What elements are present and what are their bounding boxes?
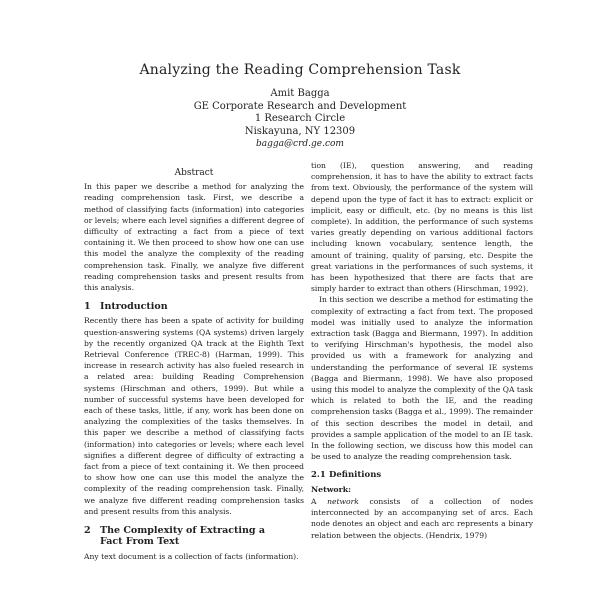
author-address-line1: 1 Research Circle — [254, 113, 346, 124]
right-paragraph-1: tion (IE), question answering, and reading comprehension, it has to have the ability to extract facts from text. Obviously, the performance of the system will depend upon the type of fact it has to extract: explicit or implicit, easy or difficult, etc. (by no means is this list complete). In addition, the performance of such systems varies greatly depending on various additional factors including known vocabulary, sentence length, the amount of training, quality of parsing, etc. Despite the great variations in the performances of such systems, it has been hypothesized that there are facts that are simply harder to extract than others (Hirschman, 1992). — [311, 161, 533, 294]
abstract-heading: Abstract — [174, 168, 214, 178]
author-name: Amit Bagga — [270, 88, 330, 99]
network-label: Network: — [311, 484, 351, 494]
section-1-number: 1 — [84, 301, 91, 313]
author-email: bagga@crd.ge.com — [256, 139, 344, 149]
network-term: network — [327, 496, 359, 506]
subsection-2-1-heading — [311, 470, 533, 481]
section-2-heading — [84, 525, 304, 547]
right-paragraph-2: In this section we describe a method for estimating the complexity of extracting a fact from text. The proposed model was initially used to analyze the information extraction task (Bagga and Biermann, 1997). In addition to verifying Hirschman's hypothesis, the model also provided us with a framework for analyzing and understanding the performance of several IE systems (Bagga and Biermann, 1998). We have also proposed using this model to analyze the complexity of the QA task which is related to both the IE, and the reading comprehension tasks (Bagga et al., 1999). The remainder of this section describes the model in detail, and provides a sample application of the model to an IE task. In the following section, we discuss how this model can be used to analyze the reading comprehension task. — [311, 295, 533, 462]
section-2-text: Any text document is a collection of facts (information). — [84, 551, 299, 561]
network-definition — [311, 496, 533, 541]
subsection-title: Definitions — [329, 470, 382, 481]
section-2-number: 2 — [84, 525, 91, 537]
section-1-text: Recently there has been a spate of activity for building question-answering systems (QA systems) driven largely by the recently organized QA track at the Eighth Text Retrieval Conference (TREC-8) (Harman, 1999). This increase in research activity has also fueled research in a related area: building Reading Comprehension systems (Hirschman and others, 1999). But while a number of successful systems have been developed for each of these tasks, little, if any, work has been done on analyzing the complexities of the tasks themselves. In this paper we describe a method of classifying facts (information) into categories or levels; where each level signifies a different degree of difficulty of extracting a fact from a piece of text containing it. We then proceed to show how one can use this model the analyze the complexity of the reading comprehension task. Finally, we analyze five different reading comprehension tasks and present results from this analysis. — [84, 316, 304, 516]
left-column — [84, 168, 304, 562]
right-column — [311, 160, 533, 541]
network-text: consists of a collection of nodes interconnected by an accompanying set of arcs. Each node denotes an object and each arc represents a binary relation between the objects. (Hendrix, 1979) — [311, 496, 533, 540]
abstract-text: In this paper we describe a method for analyzing the reading comprehension task. First, we describe a method of classifying facts (information) into categories or levels; where each level signifies a different degree of difficulty of extracting a fact from a piece of text containing it. We then proceed to show how one can use this model the analyze the complexity of the reading comprehension task. Finally, we analyze five different reading comprehension tasks and present results from this analysis. — [84, 182, 304, 293]
section-2-title-line2: Fact From Text — [100, 536, 180, 548]
author-block — [0, 88, 600, 151]
paper-title: Analyzing the Reading Comprehension Task — [139, 62, 461, 78]
section-1-heading — [84, 301, 304, 312]
subsection-number: 2.1 — [311, 470, 326, 481]
author-address-line2: Niskayuna, NY 12309 — [244, 125, 356, 137]
author-affiliation: GE Corporate Research and Development — [193, 100, 407, 112]
section-2-title-line1: The Complexity of Extracting a — [100, 525, 266, 537]
network-lead: A — [311, 496, 317, 506]
section-1-title: Introduction — [100, 301, 168, 313]
